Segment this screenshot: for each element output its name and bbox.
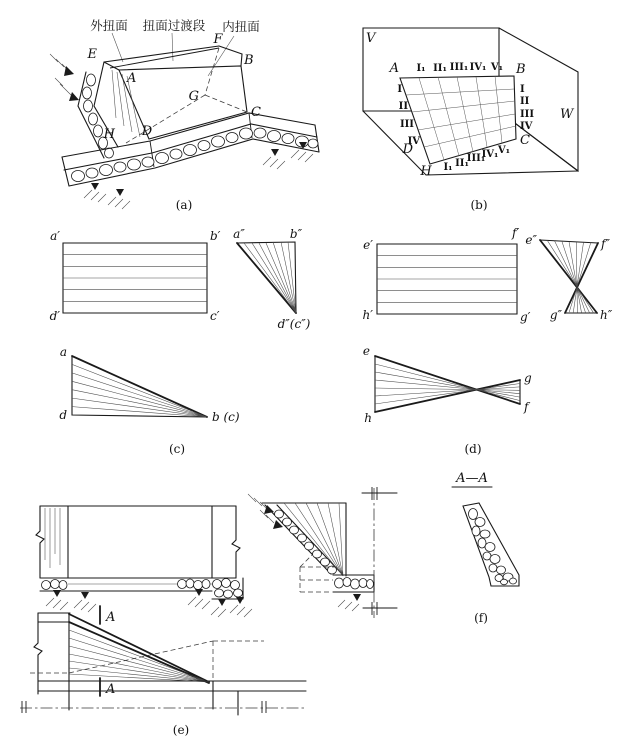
label-d: d <box>59 408 67 422</box>
column-label: IV₁ <box>481 149 499 160</box>
caption-d: (d) <box>464 442 482 456</box>
side-view-triangle <box>237 242 296 313</box>
label-b-c: b (c) <box>212 410 240 424</box>
section-title: A—A <box>456 471 488 486</box>
column-label: I₁ <box>443 162 453 173</box>
label-c-prime: c′ <box>210 309 220 323</box>
slope-stones <box>275 510 337 574</box>
caption-c: (c) <box>168 442 186 456</box>
figure-c-three-views <box>50 227 311 456</box>
column-label: V₁ <box>497 145 511 156</box>
point-label-H: H <box>103 127 115 142</box>
column-labels-top <box>416 62 503 74</box>
plane-label-V: V <box>366 31 376 46</box>
point-label-G: G <box>188 89 199 104</box>
figure-d-three-views <box>363 226 613 456</box>
side-ground-marks <box>248 494 361 611</box>
label-g-prime: g′ <box>520 310 531 324</box>
section-letter-bottom: A <box>106 682 116 697</box>
caption-e: (e) <box>172 723 190 737</box>
label-f: f <box>524 400 529 414</box>
row-label: I <box>397 84 402 95</box>
label-g-dblprime: g″ <box>549 308 562 322</box>
column-label: V₁ <box>490 62 504 73</box>
side-centerline <box>362 487 397 618</box>
point-label-E: E <box>87 47 97 62</box>
label-b-prime: b′ <box>210 229 221 243</box>
section-letter-top: A <box>106 610 116 625</box>
label-h-dblprime: h″ <box>600 308 613 322</box>
figure-b-axonometric <box>363 28 578 212</box>
corner-label-A: A <box>389 61 399 76</box>
label-h-prime: h′ <box>362 308 373 322</box>
row-label: I <box>520 84 525 95</box>
column-label: II₁ <box>433 63 447 74</box>
section-stones <box>469 509 517 585</box>
plane-label-W: W <box>560 107 574 122</box>
label-e: e <box>362 344 370 358</box>
label-e-prime: e′ <box>363 238 373 252</box>
front-view-rectangle <box>377 244 517 314</box>
column-label: II₁ <box>455 158 469 169</box>
plan-view-triangle <box>72 356 207 417</box>
row-label: III <box>399 119 414 130</box>
label-a: a <box>59 345 67 359</box>
label-a-dblprime: a″ <box>233 227 245 241</box>
row-labels-right <box>520 84 534 132</box>
label-g: g <box>524 371 532 385</box>
elevation-view <box>36 506 252 617</box>
figure-e-engineering-views <box>20 487 397 737</box>
row-label: II <box>520 96 530 107</box>
point-label-D: D <box>141 124 153 139</box>
elevation-stones <box>42 579 243 599</box>
label-f-dblprime: f″ <box>601 237 610 251</box>
point-label-F: F <box>213 32 223 47</box>
row-label: II <box>398 101 408 112</box>
column-label: III₁ <box>466 153 486 164</box>
figure-f-section <box>452 471 519 625</box>
label-b-dblprime: b″ <box>289 227 303 241</box>
caption-a: (a) <box>175 198 193 212</box>
column-label: III₁ <box>449 62 469 73</box>
point-label-B: B <box>244 53 254 68</box>
plan-view <box>20 606 306 715</box>
row-label: IV <box>520 121 533 132</box>
side-view-bowtie <box>540 240 598 313</box>
corner-label-H: H <box>420 164 432 179</box>
toe-stones <box>335 578 374 590</box>
point-label-A: A <box>127 71 137 86</box>
callout-transition-section: 扭面过渡段 <box>142 19 206 33</box>
label-h: h <box>364 411 372 425</box>
front-view-rectangle <box>63 243 207 313</box>
column-label: IV₁ <box>469 62 487 73</box>
callout-outer-warped-surface: 外扭面 <box>90 19 128 33</box>
point-label-C: C <box>251 105 261 120</box>
corner-label-B: B <box>516 62 526 77</box>
label-e-dblprime: e″ <box>525 233 537 247</box>
callout-inner-warped-surface: 内扭面 <box>222 20 260 34</box>
label-a-prime: a′ <box>50 229 60 243</box>
label-d-prime: d′ <box>49 309 60 323</box>
label-f-prime: f′ <box>512 226 520 240</box>
corner-label-D: D <box>402 142 413 157</box>
figure-a-pictorial <box>50 18 319 212</box>
label-d-c-dblprime: d″(c″) <box>277 317 311 331</box>
row-label: III <box>520 109 535 120</box>
column-label: I₁ <box>416 63 426 74</box>
row-label: IV <box>407 136 420 147</box>
plan-view-bowtie <box>375 356 520 412</box>
side-view <box>248 487 397 618</box>
corner-label-C: C <box>520 133 530 148</box>
caption-f: (f) <box>474 611 488 625</box>
section-cut-top <box>100 606 115 625</box>
caption-b: (b) <box>470 198 488 212</box>
